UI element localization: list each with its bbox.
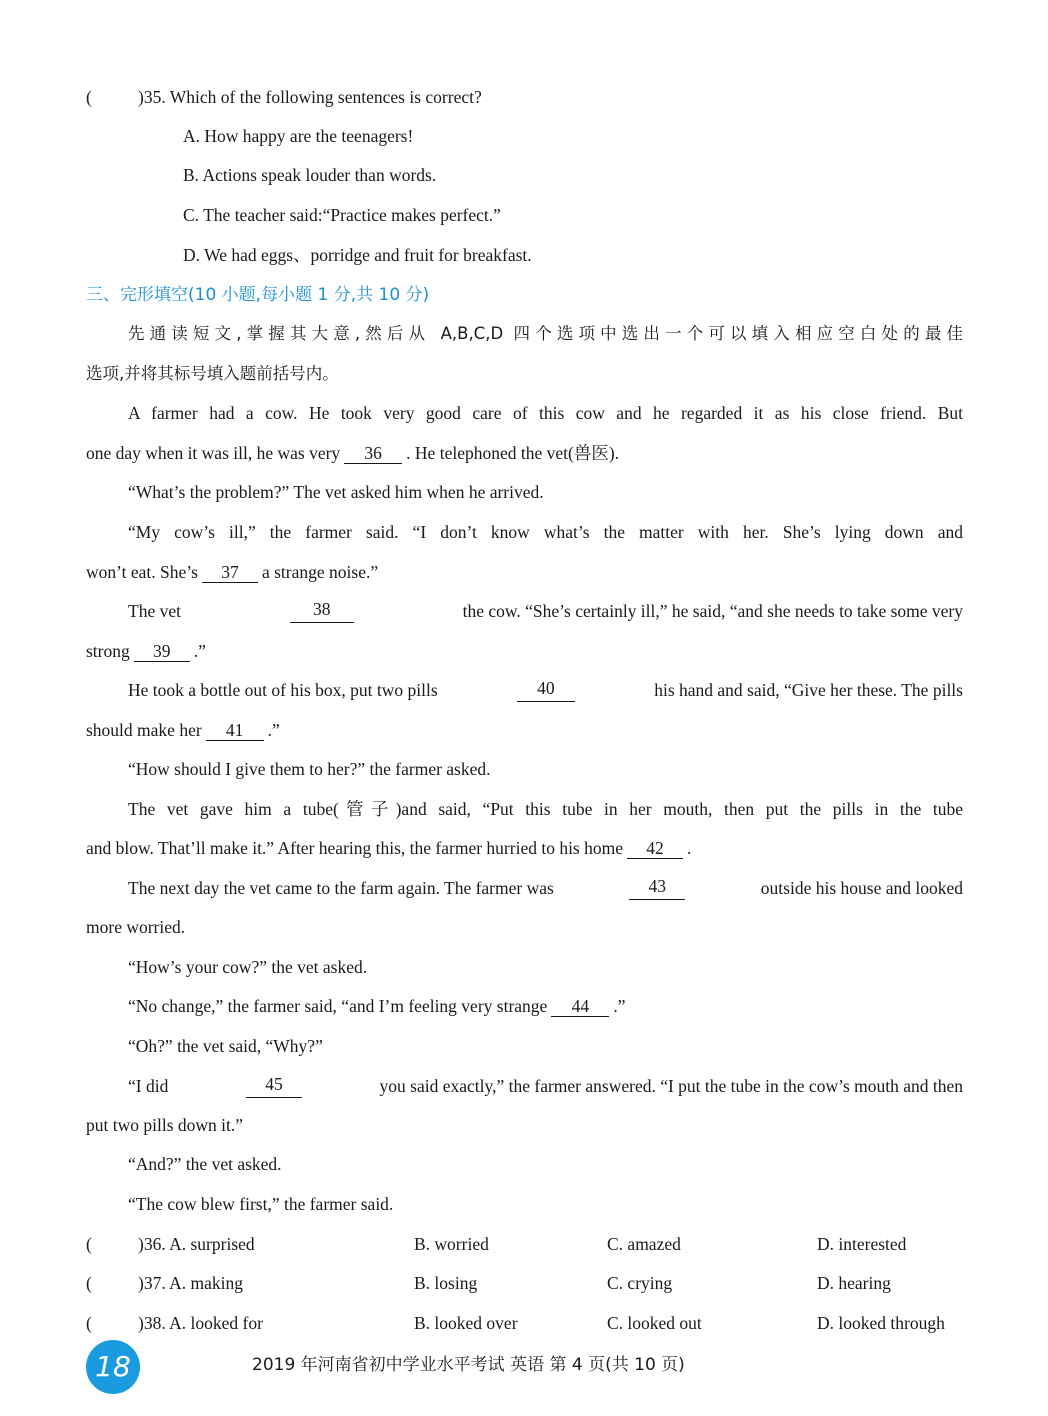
- blank-38: 38: [290, 599, 354, 623]
- answer-paren: (: [86, 1234, 92, 1254]
- passage-line: [86, 441, 619, 465]
- option-b: B. worried: [414, 1234, 489, 1254]
- passage-line: “What’s the problem?” The vet asked him when he arrived.: [128, 482, 544, 502]
- passage-line: “And?” the vet asked.: [128, 1154, 282, 1174]
- q35-option-b: B. Actions speak louder than words.: [183, 165, 437, 185]
- answer-paren: (: [86, 1273, 92, 1293]
- text-segment: .”: [267, 720, 280, 740]
- question-row-38: [86, 1311, 263, 1335]
- passage-line: [128, 1074, 963, 1098]
- option-a: )37. A. making: [138, 1273, 243, 1293]
- passage-line: put two pills down it.”: [86, 1115, 244, 1135]
- text-segment: The next day the vet came to the farm again. The farmer was: [128, 878, 554, 898]
- q35-text: )35. Which of the following sentences is correct?: [138, 87, 482, 107]
- passage-line: [86, 639, 206, 663]
- passage-line: “How’s your cow?” the vet asked.: [128, 957, 368, 977]
- text-segment: strong: [86, 641, 130, 661]
- text-segment: and blow. That’ll make it.” After hearing this, the farmer hurried to his home: [86, 838, 623, 858]
- option-c: C. crying: [607, 1273, 673, 1293]
- question-row-37: [86, 1271, 243, 1295]
- blank-36: 36: [344, 443, 402, 464]
- section-heading: 三、完形填空(10 小题,每小题 1 分,共 10 分): [86, 285, 430, 305]
- option-b: B. losing: [414, 1273, 478, 1293]
- blank-41: 41: [206, 720, 264, 741]
- passage-line: [86, 560, 378, 584]
- page-number-badge: 18: [86, 1340, 140, 1394]
- blank-45: 45: [246, 1074, 302, 1098]
- blank-42: 42: [627, 838, 683, 859]
- passage-line: [128, 876, 963, 900]
- question-row-36: [86, 1232, 255, 1256]
- text-segment: . He telephoned the vet(兽医).: [406, 443, 620, 463]
- page-footer: 2019 年河南省初中学业水平考试 英语 第 4 页(共 10 页): [252, 1355, 685, 1375]
- text-segment: his hand and said, “Give her these. The pills: [654, 680, 963, 700]
- q35-option-d: D. We had eggs、porridge and fruit for breakfast.: [183, 245, 532, 265]
- q35-stem: [86, 85, 482, 109]
- passage-line: [128, 678, 963, 702]
- q35-option-c: C. The teacher said:“Practice makes perfect.”: [183, 205, 501, 225]
- passage-line: “Oh?” the vet said, “Why?”: [128, 1036, 323, 1056]
- text-segment: .”: [613, 996, 626, 1016]
- text-segment: a strange noise.”: [261, 562, 379, 582]
- q35-option-a: A. How happy are the teenagers!: [183, 126, 414, 146]
- passage-line: “My cow’s ill,” the farmer said. “I don’t know what’s the matter with her. She’s lying down and: [128, 522, 963, 542]
- blank-37: 37: [202, 562, 258, 583]
- blank-39: 39: [134, 641, 190, 662]
- option-c: C. looked out: [607, 1313, 702, 1333]
- text-segment: the cow. “She’s certainly ill,” he said, “and she needs to take some very: [462, 601, 963, 621]
- text-segment: you said exactly,” the farmer answered. “I put the tube in the cow’s mouth and then: [379, 1076, 963, 1096]
- text-segment: one day when it was ill, he was very: [86, 443, 341, 463]
- text-segment: .”: [193, 641, 206, 661]
- instruction-line-1: 先通读短文,掌握其大意,然后从 A,B,C,D 四个选项中选出一个可以填入相应空白处的最佳: [128, 324, 963, 343]
- option-c: C. amazed: [607, 1234, 681, 1254]
- option-a: )38. A. looked for: [138, 1313, 263, 1333]
- passage-line: more worried.: [86, 917, 186, 937]
- blank-44: 44: [551, 996, 609, 1017]
- passage-line: “The cow blew first,” the farmer said.: [128, 1194, 394, 1214]
- text-segment: “I did: [128, 1076, 169, 1096]
- passage-line: The vet gave him a tube(管子)and said, “Put this tube in her mouth, then put the pills in the tube: [128, 799, 963, 819]
- passage-line: [128, 599, 963, 623]
- passage-line: [128, 994, 625, 1018]
- passage-line: [86, 718, 280, 742]
- text-segment: won’t eat. She’s: [86, 562, 198, 582]
- text-segment: outside his house and looked: [760, 878, 963, 898]
- answer-paren: (: [86, 1313, 92, 1333]
- option-d: D. interested: [817, 1234, 907, 1254]
- passage-line: A farmer had a cow. He took very good care of this cow and he regarded it as his close friend. But: [128, 403, 963, 423]
- passage-line: “How should I give them to her?” the farmer asked.: [128, 759, 491, 779]
- text-segment: should make her: [86, 720, 202, 740]
- passage-line: [86, 836, 691, 860]
- option-b: B. looked over: [414, 1313, 518, 1333]
- text-segment: “No change,” the farmer said, “and I’m feeling very strange: [128, 996, 548, 1016]
- text-segment: The vet: [128, 601, 181, 621]
- option-d: D. looked through: [817, 1313, 945, 1333]
- text-segment: He took a bottle out of his box, put two pills: [128, 680, 438, 700]
- option-a: )36. A. surprised: [138, 1234, 255, 1254]
- text-segment: .: [687, 838, 692, 858]
- blank-40: 40: [517, 678, 575, 702]
- instruction-line-2: 选项,并将其标号填入题前括号内。: [86, 364, 339, 383]
- blank-43: 43: [629, 876, 685, 900]
- option-d: D. hearing: [817, 1273, 891, 1293]
- answer-paren: (: [86, 87, 92, 107]
